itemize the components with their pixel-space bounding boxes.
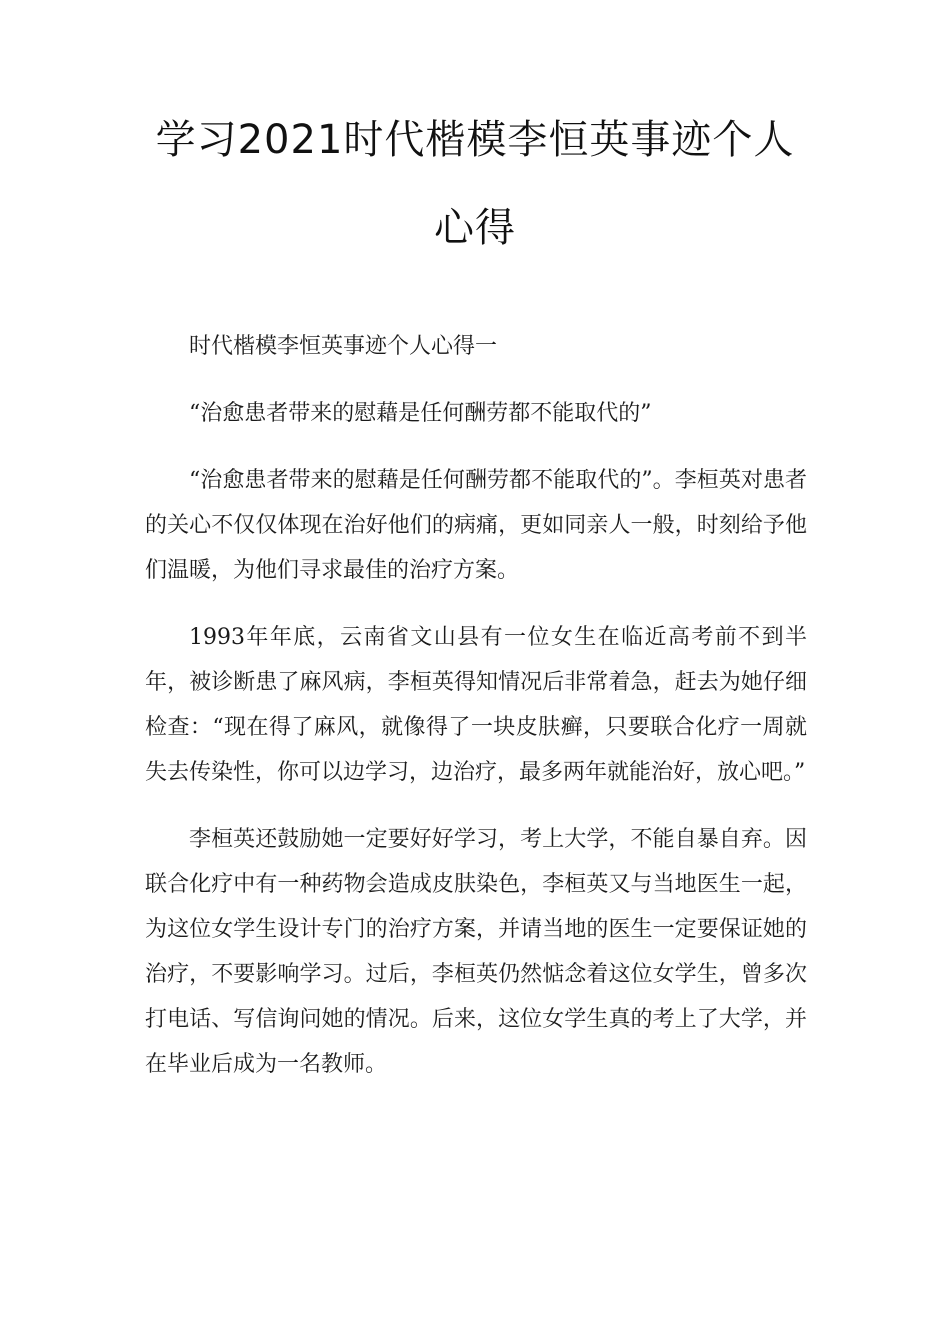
body-paragraph: 李桓英还鼓励她一定要好好学习，考上大学，不能自暴自弃。因联合化疗中有一种药物会造成皮肤染色，李桓英又与当地医生一起，为这位女学生设计专门的治疗方案，并请当地的医生一定要保证她的治疗，不要影响学习。过后，李桓英仍然惦念着这位女学生，曾多次打电话、写信询问她的情况。后来，这位女学生真的考上了大学，并在毕业后成为一名教师。 (145, 827, 807, 1077)
body-paragraph: 1993年年底，云南省文山县有一位女生在临近高考前不到半年，被诊断患了麻风病，李桓英得知情况后非常着急，赶去为她仔细检查：“现在得了麻风，就像得了一块皮肤癣，只要联合化疗一周就失去传染性，你可以边学习，边治疗，最多两年就能治好，放心吧。” (145, 625, 807, 785)
document-title: 学习2021时代楷模李恒英事迹个人心得 (155, 117, 795, 251)
subheading-paragraph: 时代楷模李恒英事迹个人心得一 (189, 334, 498, 359)
quote-paragraph: “治愈患者带来的慰藉是任何酬劳都不能取代的” (189, 401, 652, 426)
body-paragraph: “治愈患者带来的慰藉是任何酬劳都不能取代的”。李桓英对患者的关心不仅仅体现在治好他们的病痛，更如同亲人一般，时刻给予他们温暖，为他们寻求最佳的治疗方案。 (145, 468, 807, 583)
document-body (145, 324, 807, 1109)
